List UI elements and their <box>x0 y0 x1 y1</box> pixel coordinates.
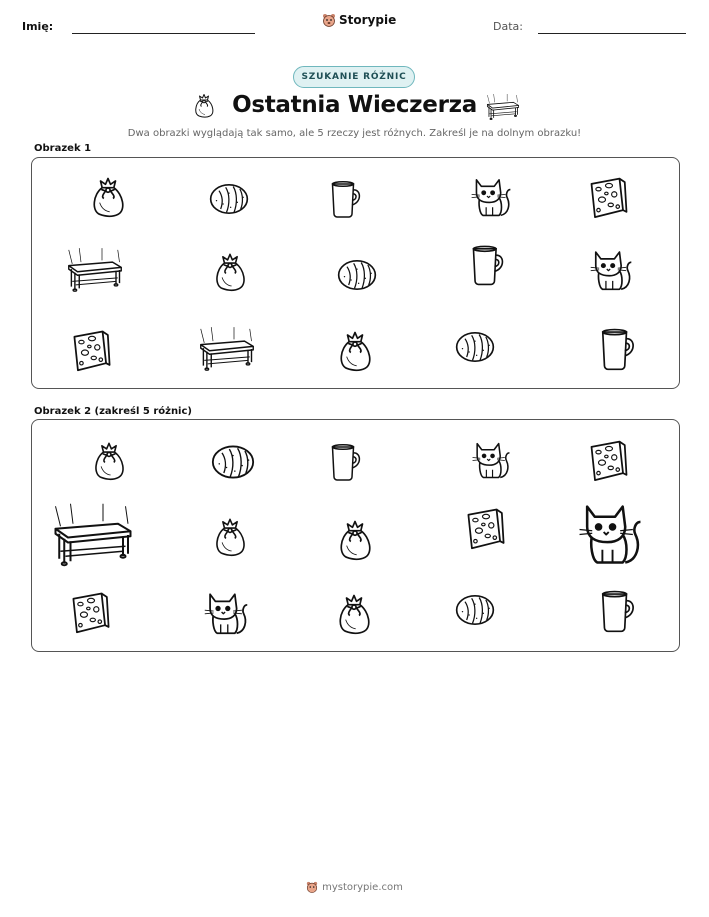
cat-icon <box>470 173 512 219</box>
date-line[interactable] <box>538 33 686 34</box>
instructions: Dwa obrazki wyglądają tak samo, ale 5 rzeczy jest różnych. Zakreśl je na dolnym obrazku! <box>127 128 582 139</box>
mug-icon[interactable] <box>328 441 364 483</box>
mug-icon <box>467 244 509 286</box>
name-line[interactable] <box>72 33 255 34</box>
sponge-cake-icon <box>588 175 630 219</box>
bench-icon[interactable] <box>53 500 133 570</box>
picture1-label: Obrazek 1 <box>34 143 92 154</box>
footer <box>0 881 709 893</box>
bread-icon <box>449 327 501 367</box>
bench-title-icon <box>486 94 520 124</box>
cat-icon[interactable] <box>203 589 249 635</box>
cat-icon[interactable] <box>577 497 643 567</box>
bread-icon[interactable] <box>203 440 263 484</box>
activity-badge: SZUKANIE RÓŻNIC <box>293 66 415 88</box>
brand-logo <box>322 13 396 27</box>
date-label: Data: <box>493 20 523 33</box>
pouch-icon <box>335 328 375 372</box>
pouch-icon <box>88 174 128 218</box>
page-title: Ostatnia Wieczerza <box>232 92 477 118</box>
pouch-icon <box>211 250 249 292</box>
pouch-icon[interactable] <box>211 515 249 557</box>
sponge-cake-icon[interactable] <box>69 590 113 634</box>
brand-name: Storypie <box>339 13 397 27</box>
mug-icon[interactable] <box>596 589 640 633</box>
bear-logo-icon <box>306 881 318 893</box>
cat-icon <box>589 246 633 292</box>
bread-icon <box>331 255 383 295</box>
picture2-label: Obrazek 2 (zakreśl 5 różnic) <box>34 406 192 417</box>
footer-url: mystorypie.com <box>322 881 403 893</box>
bread-icon <box>203 179 255 219</box>
pouch-icon[interactable] <box>90 439 128 481</box>
sponge-cake-icon[interactable] <box>588 438 630 482</box>
bench-icon <box>67 244 123 296</box>
name-label: Imię: <box>22 20 54 33</box>
bench-icon <box>199 324 255 374</box>
pouch-icon[interactable] <box>334 591 374 635</box>
cat-icon[interactable] <box>471 436 511 482</box>
sponge-cake-icon[interactable] <box>464 506 508 550</box>
mug-icon <box>596 327 640 371</box>
pouch-icon[interactable] <box>335 517 375 561</box>
bear-logo-icon <box>322 13 336 27</box>
mug-icon <box>328 177 364 221</box>
sponge-cake-icon <box>70 328 114 372</box>
bread-icon[interactable] <box>449 590 501 630</box>
